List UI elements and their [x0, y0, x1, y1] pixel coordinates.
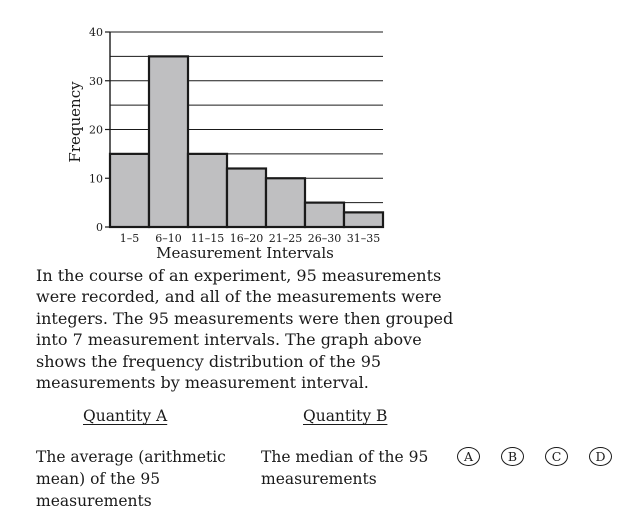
histogram-bar [305, 203, 344, 227]
x-tick-label: 31–35 [346, 232, 381, 245]
quantity-b-header: Quantity B [303, 407, 388, 425]
choice-c-button[interactable]: C [545, 447, 568, 466]
y-tick-label: 0 [96, 221, 103, 234]
y-tick-label: 20 [89, 123, 103, 137]
histogram-bar [227, 169, 266, 228]
x-tick-label: 11–15 [190, 232, 225, 245]
quantity-a-header: Quantity A [83, 407, 168, 425]
x-tick-label: 26–30 [307, 232, 342, 245]
x-tick-label: 21–25 [268, 232, 303, 245]
histogram-bar [344, 212, 383, 227]
bars [110, 56, 383, 227]
histogram-bar [266, 178, 305, 227]
histogram-bar [188, 154, 227, 227]
histogram-bar [149, 56, 188, 227]
x-tick-label: 16–20 [229, 232, 264, 245]
quantity-b-text: The median of the 95 measurements [261, 448, 429, 488]
histogram-bar [110, 154, 149, 227]
choice-a-button[interactable]: A [457, 447, 480, 466]
quantity-a-text: The average (arithmetic mean) of the 95 measurements [36, 448, 226, 510]
frequency-histogram [0, 0, 640, 262]
question-stem: In the course of an experiment, 95 measurements were recorded, and all of the measurements were integers. The 95 measurements were then grouped into 7 measurement intervals. The graph above shows the frequency distribution of the 95 measurements by measurement interval. [36, 266, 454, 393]
y-tick-label: 40 [89, 26, 103, 39]
x-tick-label: 6–10 [155, 232, 182, 245]
x-axis-title: Measurement Intervals [156, 244, 334, 262]
choice-b-button[interactable]: B [501, 447, 524, 466]
x-tick-label: 1–5 [119, 232, 140, 245]
choice-d-button[interactable]: D [589, 447, 612, 466]
y-tick-label: 10 [89, 172, 103, 186]
y-axis-title: Frequency [66, 81, 84, 163]
y-tick-label: 30 [89, 74, 103, 88]
